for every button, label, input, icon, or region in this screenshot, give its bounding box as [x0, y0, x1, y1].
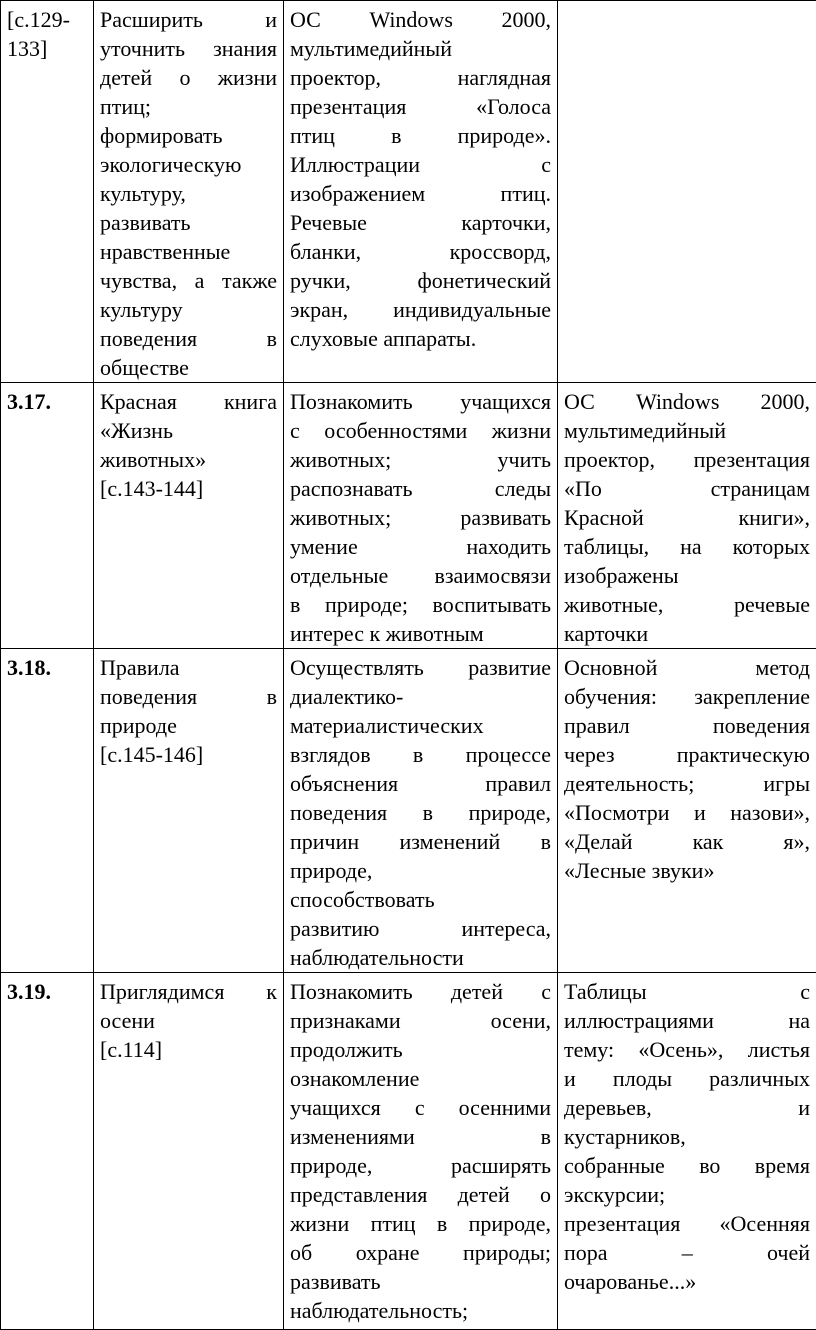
text-line: экран, индивидуальные: [290, 295, 551, 324]
text-line: природе,: [290, 856, 551, 885]
text-line: тему: «Осень», листья: [564, 1035, 810, 1064]
table-row: [1, 973, 816, 1330]
text-line: животные, речевые: [564, 590, 810, 619]
text-line: через практическую: [564, 740, 810, 769]
text-line: собранные во время: [564, 1151, 810, 1180]
text-line: бланки, кроссворд,: [290, 237, 551, 266]
text-line: с особенностями жизни: [290, 416, 551, 445]
text-line: деревьев, и: [564, 1093, 810, 1122]
text-line: отдельные взаимосвязи: [290, 561, 551, 590]
text-line: способствовать: [290, 885, 551, 914]
text-line: 3.19.: [7, 977, 87, 1006]
text-line: ознакомление: [290, 1064, 551, 1093]
text-line: Красная книга: [100, 387, 277, 416]
text-line: поведения в: [100, 324, 277, 353]
text-line: причин изменений в: [290, 827, 551, 856]
text-line: Иллюстрации с: [290, 150, 551, 179]
text-line: формировать: [100, 121, 277, 150]
text-line: Правила: [100, 653, 277, 682]
text-line: признаками осени,: [290, 1006, 551, 1035]
text-line: проектор, презентация: [564, 445, 810, 474]
text-line: ручки, фонетический: [290, 266, 551, 295]
text-line: кустарников,: [564, 1122, 810, 1151]
text-line: Таблицы с: [564, 977, 810, 1006]
text-line: наблюдательности: [290, 943, 551, 972]
topic-cell: [94, 649, 284, 973]
text-line: 3.18.: [7, 653, 87, 682]
text-line: учащихся с осенними: [290, 1093, 551, 1122]
text-line: Расширить и: [100, 5, 277, 34]
text-line: птиц в природе».: [290, 121, 551, 150]
text-line: очарованье...»: [564, 1267, 810, 1296]
text-line: мультимедийный: [564, 416, 810, 445]
goals-cell: [284, 649, 558, 973]
text-line: Осуществлять развитие: [290, 653, 551, 682]
text-line: интерес к животным: [290, 619, 551, 648]
text-line: слуховые аппараты.: [290, 324, 551, 353]
lesson-number-cell: [1, 649, 94, 973]
text-line: презентация «Осенняя: [564, 1209, 810, 1238]
text-line: диалектико-: [290, 682, 551, 711]
text-line: чувства, а также: [100, 266, 277, 295]
equipment-cell: [558, 649, 816, 973]
text-line: [с.145-146]: [100, 740, 277, 769]
text-line: птиц;: [100, 92, 277, 121]
text-line: проектор, наглядная: [290, 63, 551, 92]
table-row: [1, 1, 816, 383]
text-line: объяснения правил: [290, 769, 551, 798]
table-row: [1, 649, 816, 973]
text-line: развивать: [100, 208, 277, 237]
reference-cell: [1, 1, 94, 383]
text-line: ОС Windows 2000,: [564, 387, 810, 416]
text-line: изменениями в: [290, 1122, 551, 1151]
text-line: об охране природы;: [290, 1238, 551, 1267]
text-line: «Делай как я»,: [564, 827, 810, 856]
text-line: Красной книги»,: [564, 503, 810, 532]
text-line: жизни птиц в природе,: [290, 1209, 551, 1238]
text-line: пора – очей: [564, 1238, 810, 1267]
text-line: правил поведения: [564, 711, 810, 740]
text-line: животных; учить: [290, 445, 551, 474]
text-line: материалистических: [290, 711, 551, 740]
text-line: распознавать следы: [290, 474, 551, 503]
lesson-number-cell: [1, 383, 94, 649]
text-line: животных; развивать: [290, 503, 551, 532]
goals-cell: [284, 383, 558, 649]
text-line: деятельность; игры: [564, 769, 810, 798]
text-line: Познакомить учащихся: [290, 387, 551, 416]
text-line: осени: [100, 1006, 277, 1035]
text-line: развитию интереса,: [290, 914, 551, 943]
text-line: обучения: закрепление: [564, 682, 810, 711]
text-line: культуру,: [100, 179, 277, 208]
empty-cell: [558, 1, 816, 383]
text-line: презентация «Голоса: [290, 92, 551, 121]
equipment-cell: [558, 383, 816, 649]
text-line: [с.129-: [7, 5, 87, 34]
text-line: «Жизнь: [100, 416, 277, 445]
text-line: 3.17.: [7, 387, 87, 416]
text-line: обществе: [100, 353, 277, 382]
text-line: карточки: [564, 619, 810, 648]
text-line: Приглядимся к: [100, 977, 277, 1006]
text-line: культуру: [100, 295, 277, 324]
text-line: «По страницам: [564, 474, 810, 503]
goals-cell: [284, 973, 558, 1330]
text-line: экологическую: [100, 150, 277, 179]
text-line: [с.114]: [100, 1035, 277, 1064]
text-line: нравственные: [100, 237, 277, 266]
text-line: [с.143-144]: [100, 474, 277, 503]
topic-cell: [94, 973, 284, 1330]
goals-cell: [94, 1, 284, 383]
text-line: изображены: [564, 561, 810, 590]
text-line: Основной метод: [564, 653, 810, 682]
text-line: экскурсии;: [564, 1180, 810, 1209]
text-line: в природе; воспитывать: [290, 590, 551, 619]
topic-cell: [94, 383, 284, 649]
text-line: изображением птиц.: [290, 179, 551, 208]
text-line: Речевые карточки,: [290, 208, 551, 237]
text-line: мультимедийный: [290, 34, 551, 63]
equipment-cell: [558, 973, 816, 1330]
lesson-number-cell: [1, 973, 94, 1330]
text-line: таблицы, на которых: [564, 532, 810, 561]
text-line: умение находить: [290, 532, 551, 561]
text-line: продолжить: [290, 1035, 551, 1064]
equipment-cell: [284, 1, 558, 383]
table-row: [1, 383, 816, 649]
text-line: «Лесные звуки»: [564, 856, 810, 885]
text-line: поведения в природе,: [290, 798, 551, 827]
text-line: природе: [100, 711, 277, 740]
text-line: взглядов в процессе: [290, 740, 551, 769]
text-line: природе, расширять: [290, 1151, 551, 1180]
text-line: детей о жизни: [100, 63, 277, 92]
text-line: поведения в: [100, 682, 277, 711]
text-line: наблюдательность;: [290, 1296, 551, 1325]
text-line: животных»: [100, 445, 277, 474]
text-line: ОС Windows 2000,: [290, 5, 551, 34]
text-line: развивать: [290, 1267, 551, 1296]
text-line: иллюстрациями на: [564, 1006, 810, 1035]
text-line: «Посмотри и назови»,: [564, 798, 810, 827]
text-line: представления детей о: [290, 1180, 551, 1209]
text-line: 133]: [7, 34, 87, 63]
text-line: Познакомить детей с: [290, 977, 551, 1006]
text-line: уточнить знания: [100, 34, 277, 63]
text-line: и плоды различных: [564, 1064, 810, 1093]
